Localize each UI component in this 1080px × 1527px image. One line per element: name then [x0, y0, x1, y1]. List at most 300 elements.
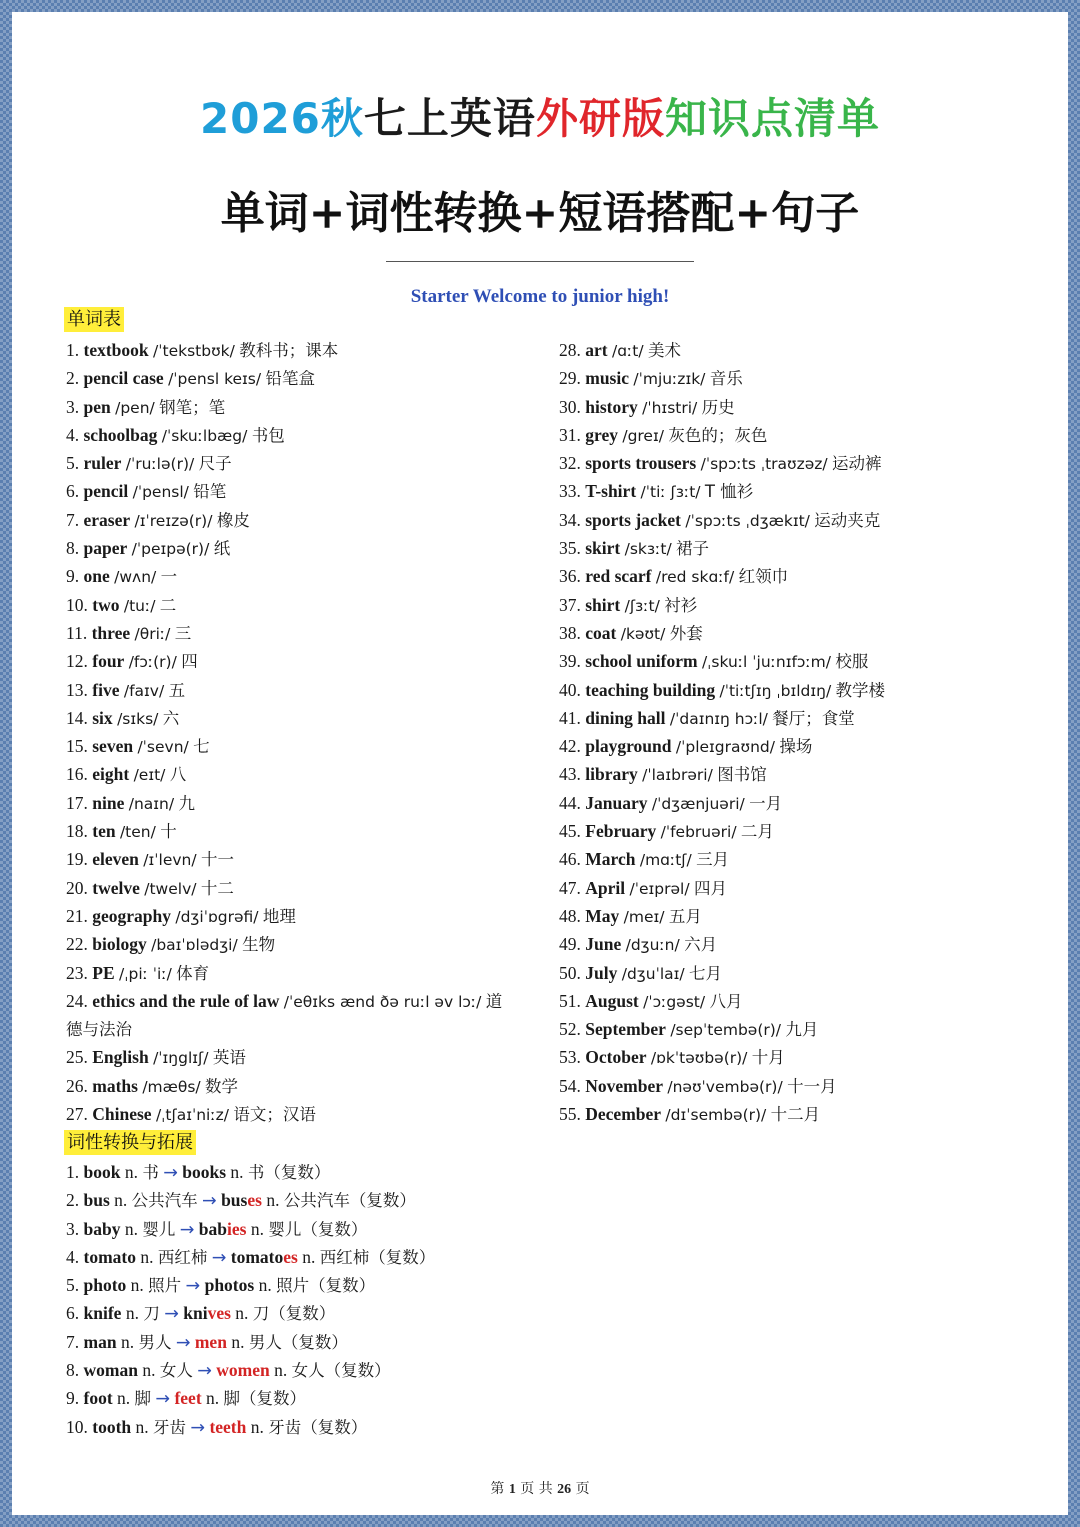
phonetic: /ˈpensl keɪs/: [168, 370, 262, 389]
phonetic: /ˈfebruəri/: [660, 823, 737, 842]
item-number: 15.: [66, 736, 88, 757]
item-number: 5.: [66, 453, 80, 474]
arrow-icon: →: [211, 1247, 227, 1268]
phonetic: /ˈɪŋglɪʃ/: [153, 1049, 209, 1068]
part-of-speech: n.: [231, 1331, 245, 1352]
meaning: 铅笔盒: [265, 369, 315, 389]
meaning: 美术: [647, 341, 681, 360]
part-of-speech: n.: [120, 1331, 135, 1352]
meaning: 婴儿: [142, 1219, 176, 1239]
vocab-item: [66, 987, 502, 1015]
vocab-item: [66, 789, 502, 817]
vocab-word: September: [585, 1019, 666, 1040]
meaning: 铅笔: [193, 482, 227, 502]
meaning: 历史: [701, 397, 735, 417]
vocab-word: sports jacket: [585, 509, 681, 530]
item-number: 23.: [66, 962, 88, 983]
conversion-item: [66, 1271, 435, 1299]
vocab-item: [559, 562, 885, 590]
vocab-item: [66, 676, 502, 704]
vocab-item: [66, 732, 502, 760]
part-of-speech: n.: [258, 1275, 272, 1296]
meaning: 三: [174, 623, 192, 643]
vocab-word: music: [585, 368, 629, 389]
vocab-word: schoolbag: [83, 424, 158, 445]
vocab-word: school uniform: [585, 651, 698, 672]
meaning: 校服: [835, 652, 869, 672]
vocab-word: four: [92, 651, 125, 672]
part-of-speech: n.: [114, 1190, 128, 1211]
vocab-word: biology: [92, 934, 147, 955]
item-number: 14.: [66, 707, 88, 728]
meaning: 刀: [143, 1304, 160, 1324]
conversion-item: [66, 1384, 435, 1412]
part-of-speech: n.: [206, 1388, 220, 1409]
meaning: 七: [193, 737, 210, 757]
vocab-word: dining hall: [585, 707, 666, 728]
vocab-word: grey: [585, 424, 618, 445]
vocab-item: [66, 845, 502, 873]
vocab-item: [559, 959, 885, 987]
plural-change: women: [216, 1360, 270, 1381]
vocab-item: [559, 647, 885, 675]
vocab-item: [559, 874, 885, 902]
phonetic: /ˈspɔːts ˌdʒækɪt/: [685, 511, 810, 530]
vocab-word: six: [92, 707, 113, 728]
item-number: 8.: [66, 538, 80, 559]
vocab-item: [559, 506, 885, 534]
part-of-speech: n.: [140, 1246, 154, 1267]
plural-stem: bus: [221, 1190, 248, 1211]
vocab-item: [66, 930, 502, 958]
meaning: 操场: [779, 737, 813, 757]
item-number: 20.: [66, 877, 88, 898]
vocab-word: eleven: [92, 849, 139, 870]
item-number: 31.: [559, 424, 581, 445]
part-of-speech: n.: [274, 1360, 288, 1381]
phonetic: /ˈpeɪpə(r)/: [131, 540, 210, 559]
vocab-item: [559, 704, 885, 732]
phonetic: /meɪ/: [623, 907, 665, 926]
phonetic: /ten/: [119, 823, 156, 842]
meaning: 书: [142, 1163, 159, 1182]
meaning: 女人（复数）: [291, 1361, 391, 1381]
item-number: 36.: [559, 566, 581, 587]
vocab-item: [66, 1015, 502, 1043]
item-number: 38.: [559, 622, 581, 643]
meaning: 裙子: [676, 539, 710, 559]
arrow-icon: →: [163, 1163, 178, 1183]
item-number: 34.: [559, 509, 581, 530]
item-number: 54.: [559, 1075, 581, 1096]
vocab-word: ten: [92, 821, 116, 842]
vocab-item: [66, 1100, 502, 1128]
meaning: 牙齿（复数）: [268, 1417, 368, 1437]
conversion-item: [66, 1356, 435, 1384]
vocab-item: [66, 534, 502, 562]
plural-stem: tomato: [230, 1246, 284, 1267]
meaning: 十月: [751, 1048, 785, 1068]
conversion-section-header: 词性转换与拓展: [64, 1130, 196, 1155]
vocab-word: paper: [83, 538, 128, 559]
item-number: 10.: [66, 594, 88, 615]
vocab-word: eraser: [83, 509, 131, 530]
vocab-item: [66, 1072, 502, 1100]
item-number: 1.: [66, 340, 80, 360]
item-number: 9.: [66, 566, 80, 587]
meaning: 教科书；课本: [239, 341, 339, 360]
vocab-item: [66, 336, 502, 364]
phonetic: /θriː/: [134, 624, 171, 643]
phonetic: /twelv/: [144, 879, 197, 898]
meaning: 西红柿: [157, 1247, 208, 1267]
item-number: 21.: [66, 905, 88, 926]
plural-change: ves: [207, 1303, 231, 1324]
base-word: photo: [83, 1275, 127, 1296]
phonetic: /ˈpensl/: [132, 483, 189, 502]
part-of-speech: n.: [230, 1162, 244, 1182]
vocab-item: [66, 506, 502, 534]
item-number: 12.: [66, 651, 88, 672]
meaning: 书包: [251, 425, 285, 445]
vocab-word: two: [92, 594, 120, 615]
phonetic: /baɪˈɒlədʒi/: [151, 936, 238, 955]
vocab-item: [559, 1015, 885, 1043]
part-of-speech: n.: [130, 1275, 144, 1296]
arrow-icon: →: [179, 1219, 195, 1240]
arrow-icon: →: [155, 1389, 171, 1410]
item-number: 6.: [66, 481, 80, 502]
plural-stem: kni: [183, 1303, 208, 1324]
vocab-word: coat: [585, 622, 617, 643]
vocab-item: [559, 987, 885, 1015]
vocab-word: red scarf: [585, 566, 652, 587]
phonetic: /skɜːt/: [624, 540, 672, 559]
item-number: 35.: [559, 538, 581, 559]
arrow-icon: →: [164, 1304, 179, 1325]
meaning: 九: [178, 793, 195, 813]
plural-word: [182, 1162, 226, 1182]
vocab-word: December: [585, 1104, 662, 1125]
vocab-word: textbook: [83, 340, 149, 360]
meaning: 婴儿（复数）: [268, 1219, 368, 1239]
meaning: 牙齿: [153, 1417, 187, 1437]
vocab-item: [559, 421, 885, 449]
meaning: 道: [485, 991, 503, 1011]
item-number: 18.: [66, 821, 88, 842]
vocab-section-header: 单词表: [64, 307, 124, 332]
meaning: 一月: [749, 793, 783, 813]
document-title: 2026秋七上英语外研版知识点清单: [200, 94, 880, 143]
arrow-icon: →: [175, 1332, 191, 1353]
item-number: 50.: [559, 962, 581, 983]
arrow-icon: →: [190, 1417, 206, 1438]
phonetic: /ˈtekstbʊk/: [153, 342, 235, 360]
item-number: 40.: [559, 679, 581, 700]
meaning: 女人: [159, 1361, 193, 1381]
meaning: 纸: [213, 539, 231, 559]
part-of-speech: n.: [135, 1416, 149, 1437]
meaning: 十二: [200, 878, 234, 898]
item-number: 51.: [559, 990, 581, 1011]
meaning: 钢笔；笔: [159, 397, 226, 417]
phonetic: /ɪˈreɪzə(r)/: [134, 511, 213, 530]
item-number: 32.: [559, 453, 581, 474]
vocab-item: [66, 364, 502, 392]
plural-word: [195, 1332, 227, 1352]
meaning: 男人: [138, 1332, 172, 1352]
item-number: 7.: [66, 509, 80, 530]
vocab-word: January: [585, 792, 648, 813]
vocab-item: [559, 789, 885, 817]
vocab-word: playground: [585, 736, 672, 757]
item-number: 41.: [559, 707, 581, 728]
plural-change: es: [247, 1190, 262, 1211]
meaning: 八月: [709, 991, 743, 1011]
vocab-word: skirt: [585, 538, 621, 559]
item-number: 53.: [559, 1047, 581, 1068]
meaning: 十: [160, 822, 177, 842]
item-number: 37.: [559, 594, 581, 615]
phonetic: /sepˈtembə(r)/: [670, 1021, 782, 1040]
item-number: 46.: [559, 849, 581, 870]
part-of-speech: n.: [235, 1303, 249, 1324]
item-number: 2.: [66, 368, 80, 389]
vocab-list-right: [559, 336, 885, 1128]
phonetic: /ˈtiː ʃɜːt/: [640, 483, 701, 502]
vocab-word: March: [585, 849, 636, 870]
plural-word: [183, 1303, 231, 1323]
phonetic: /ˈhɪstri/: [642, 398, 698, 417]
item-number: 47.: [559, 877, 581, 898]
phonetic: /dʒuˈlaɪ/: [621, 964, 685, 983]
meaning: 一: [160, 567, 178, 587]
vocab-word: eight: [92, 764, 130, 785]
meaning: 九月: [785, 1020, 819, 1040]
meaning: 德与法治: [66, 1020, 132, 1040]
vocab-word: Chinese: [92, 1104, 152, 1125]
vocab-item: [66, 449, 502, 477]
vocab-word: October: [585, 1047, 647, 1068]
part-of-speech: n.: [250, 1416, 264, 1437]
item-number: 19.: [66, 849, 88, 870]
phonetic: /ɒkˈtəʊbə(r)/: [650, 1049, 748, 1068]
vocab-word: ruler: [83, 453, 122, 474]
phonetic: /ˈdʒænjuəri/: [651, 794, 745, 813]
item-number: 48.: [559, 905, 581, 926]
meaning: 餐厅；食堂: [772, 708, 855, 728]
phonetic: /sɪks/: [117, 709, 159, 728]
item-number: 3.: [66, 396, 80, 417]
plural-change: feet: [174, 1388, 202, 1409]
meaning: 二月: [740, 822, 774, 842]
vocab-item: [559, 817, 885, 845]
phonetic: /kəʊt/: [620, 624, 666, 643]
vocab-item: [559, 1043, 885, 1071]
base-word: baby: [83, 1218, 121, 1239]
meaning: 体育: [176, 963, 210, 983]
vocab-item: [559, 477, 885, 505]
phonetic: /ˌpiː ˈiː/: [119, 964, 172, 983]
plural-stem: bab: [198, 1218, 227, 1239]
meaning: 公共汽车（复数）: [283, 1191, 416, 1211]
vocab-item: [66, 591, 502, 619]
phonetic: /ˈruːlə(r)/: [125, 455, 195, 474]
document-page: [12, 12, 1068, 1515]
vocab-word: PE: [92, 962, 115, 983]
vocab-item: [66, 760, 502, 788]
meaning: 四: [181, 652, 198, 672]
meaning: 橡皮: [216, 510, 250, 530]
vocab-item: [66, 477, 502, 505]
phonetic: /pen/: [115, 398, 155, 417]
plural-stem: books: [182, 1162, 227, 1182]
item-number: 4.: [66, 1246, 80, 1267]
conversion-item: [66, 1186, 435, 1214]
part-of-speech: n.: [117, 1388, 131, 1409]
meaning: 男人（复数）: [248, 1332, 348, 1352]
meaning: 运动裤: [832, 454, 882, 474]
plural-change: teeth: [209, 1416, 247, 1437]
vocab-word: November: [585, 1075, 664, 1096]
meaning: 十二月: [770, 1105, 821, 1125]
meaning: 灰色的；灰色: [668, 425, 768, 445]
vocab-word: teaching building: [585, 679, 716, 700]
vocab-word: seven: [92, 736, 134, 757]
vocab-item: [559, 760, 885, 788]
meaning: 西红柿（复数）: [319, 1247, 436, 1267]
phonetic: /wʌn/: [114, 568, 157, 587]
phonetic: /ˈdaɪnɪŋ hɔːl/: [669, 709, 768, 728]
item-number: 10.: [66, 1416, 88, 1437]
item-number: 27.: [66, 1104, 88, 1125]
phonetic: /faɪv/: [123, 681, 165, 700]
phonetic: /ˈeɪprəl/: [629, 879, 690, 898]
item-number: 17.: [66, 792, 88, 813]
vocab-word: pen: [83, 396, 111, 417]
vocab-word: twelve: [92, 877, 140, 898]
item-number: 5.: [66, 1275, 80, 1296]
phonetic: /ˌskuːl ˈjuːnɪfɔːm/: [701, 653, 831, 672]
vocab-item: [559, 364, 885, 392]
base-word: foot: [83, 1388, 113, 1409]
item-number: 13.: [66, 679, 88, 700]
phonetic: /ɪˈlevn/: [143, 851, 197, 870]
meaning: 英语: [212, 1048, 246, 1068]
plural-word: [209, 1417, 246, 1437]
part-of-speech: n.: [302, 1246, 316, 1267]
meaning: 三月: [696, 850, 730, 870]
vocab-item: [66, 959, 502, 987]
vocab-word: shirt: [585, 594, 621, 615]
base-word: tomato: [83, 1246, 136, 1267]
phonetic: /ˈlaɪbrəri/: [642, 766, 713, 785]
plural-word: [174, 1388, 201, 1408]
vocab-word: geography: [92, 905, 171, 926]
vocab-word: sports trousers: [585, 453, 697, 474]
part-of-speech: n.: [124, 1162, 138, 1182]
plural-change: ies: [226, 1218, 247, 1239]
vocab-word: library: [585, 764, 638, 785]
meaning: 照片（复数）: [276, 1276, 376, 1296]
conversion-item: [66, 1158, 435, 1186]
conversion-item: [66, 1215, 435, 1243]
item-number: 25.: [66, 1047, 88, 1068]
plural-change: men: [194, 1331, 227, 1352]
vocab-item: [66, 647, 502, 675]
meaning: 六月: [684, 935, 718, 955]
conversion-item: [66, 1299, 435, 1327]
meaning: 二: [159, 595, 177, 615]
meaning: 语文；汉语: [233, 1105, 316, 1125]
conversion-list: [66, 1158, 435, 1441]
vocab-word: pencil: [83, 481, 129, 502]
meaning: 地理: [262, 906, 296, 926]
phonetic: /red skɑːf/: [655, 568, 735, 587]
part-of-speech: n.: [142, 1360, 156, 1381]
vocab-word: July: [585, 962, 618, 983]
part-of-speech: n.: [250, 1218, 264, 1239]
vocab-item: [66, 874, 502, 902]
item-number: 43.: [559, 764, 581, 785]
phonetic: /mɑːtʃ/: [639, 851, 692, 870]
vocab-item: [559, 930, 885, 958]
vocab-word: maths: [92, 1075, 138, 1096]
vocab-item: [559, 534, 885, 562]
phonetic: /ɑːt/: [611, 342, 644, 360]
vocab-item: [559, 449, 885, 477]
item-number: 26.: [66, 1075, 88, 1096]
arrow-icon: →: [202, 1191, 217, 1212]
meaning: 十一月: [787, 1076, 837, 1096]
meaning: 红领巾: [738, 567, 789, 587]
vocab-word: April: [585, 877, 626, 898]
arrow-icon: →: [185, 1276, 201, 1297]
item-number: 28.: [559, 340, 581, 360]
phonetic: /ˈtiːtʃɪŋ ˌbɪldɪŋ/: [719, 681, 832, 700]
item-number: 16.: [66, 764, 88, 785]
vocab-item: [66, 421, 502, 449]
page-footer: 第 1 页 共 26 页: [490, 1481, 590, 1497]
item-number: 2.: [66, 1190, 80, 1211]
plural-word: [205, 1275, 255, 1295]
meaning: 八: [169, 765, 187, 785]
phonetic: /dɪˈsembə(r)/: [665, 1106, 767, 1125]
meaning: 书（复数）: [247, 1163, 331, 1182]
phonetic: /ˈpleɪgraʊnd/: [675, 738, 775, 757]
phonetic: /ʃɜːt/: [624, 596, 660, 615]
item-number: 52.: [559, 1019, 581, 1040]
unit-title: Starter Welcome to junior high!: [410, 286, 670, 307]
vocab-item: [66, 902, 502, 930]
phonetic: /mæθs/: [142, 1077, 201, 1096]
conversion-item: [66, 1243, 435, 1271]
vocab-item: [559, 1100, 885, 1128]
vocab-word: English: [92, 1047, 149, 1068]
meaning: 照片: [148, 1276, 182, 1296]
part-of-speech: n.: [266, 1190, 280, 1211]
phonetic: /ˈeθɪks ænd ðə ruːl əv lɔː/: [283, 992, 482, 1011]
meaning: 七月: [689, 963, 722, 983]
base-word: knife: [83, 1303, 122, 1324]
item-number: 4.: [66, 424, 80, 445]
vocab-word: history: [585, 396, 638, 417]
meaning: 音乐: [709, 369, 743, 389]
item-number: 7.: [66, 1331, 80, 1352]
vocab-item: [66, 562, 502, 590]
vocab-item: [559, 732, 885, 760]
item-number: 9.: [66, 1388, 80, 1409]
